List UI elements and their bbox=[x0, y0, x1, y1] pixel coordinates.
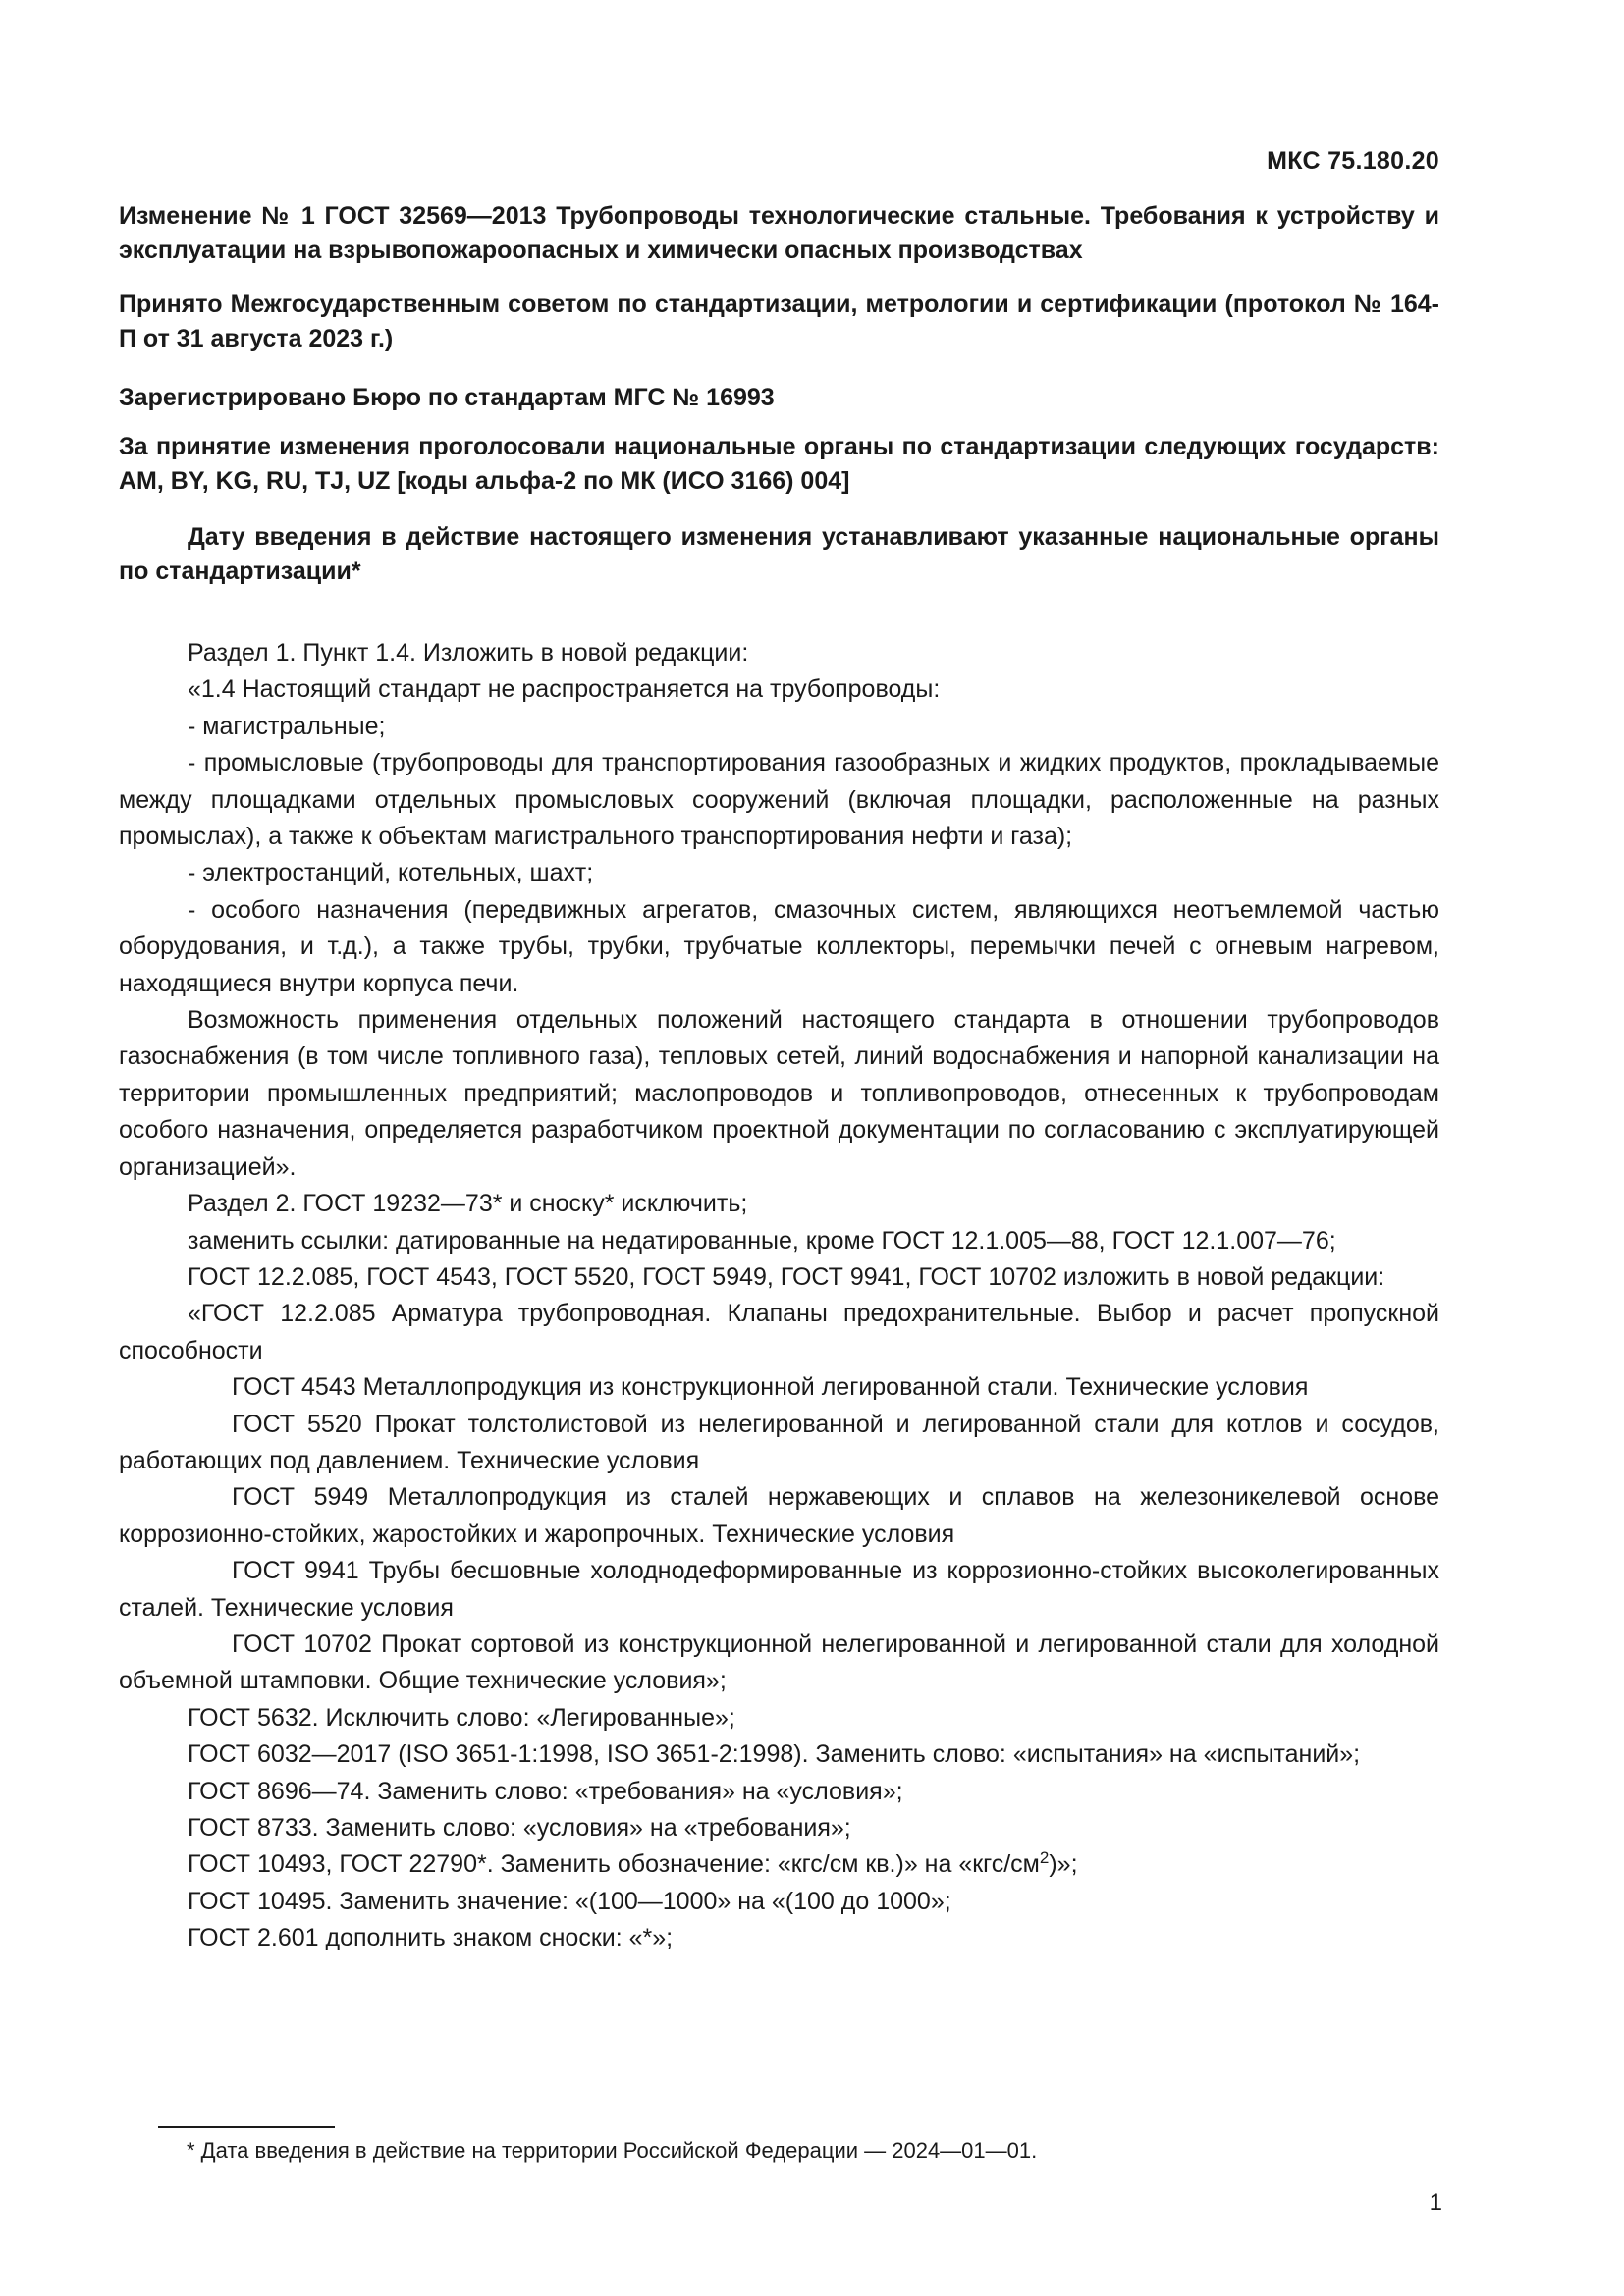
body-paragraph: ГОСТ 10495. Заменить значение: «(100—1000» на «(100 до 1000»; bbox=[188, 1887, 951, 1915]
page-number: 1 bbox=[1429, 2189, 1442, 2216]
body-paragraph: - особого назначения (передвижных агрегатов, смазочных систем, являющихся неотъемлемой частью оборудования, и т.д.), а также трубы, трубки, трубчатые коллекторы, перемычки печей с огневым нагревом, находящиеся внутри корпуса печи. bbox=[119, 895, 1439, 997]
body-paragraph: ГОСТ 5520 Прокат толстолистовой из нелегированной и легированной стали для котлов и сосудов, работающих под давлением. Технические условия bbox=[119, 1410, 1439, 1474]
amendment-body bbox=[119, 635, 1439, 1957]
body-text-run: ГОСТ 10493, ГОСТ 22790*. Заменить обозначение: «кгс/см кв.)» на «кгс/см bbox=[188, 1850, 1040, 1879]
body-paragraph: ГОСТ 5949 Металлопродукция из сталей нержавеющих и сплавов на железоникелевой основе коррозионно-стойких, жаростойких и жаропрочных. Технические условия bbox=[119, 1483, 1439, 1548]
body-paragraph: - промысловые (трубопроводы для транспортирования газообразных и жидких продуктов, прокладываемые между площадками отдельных промысловых сооружений (включая площадки, расположенные на разных промыслах), а также к объектам магистрального транспортирования нефти и газа); bbox=[119, 749, 1439, 851]
body-paragraph: ГОСТ 8696—74. Заменить слово: «требования» на «условия»; bbox=[188, 1777, 903, 1805]
adopted-by: Принято Межгосударственным советом по стандартизации, метрологии и сертификации (протокол № 164-П от 31 августа 2023 г.) bbox=[119, 291, 1439, 352]
footnote: * Дата введения в действие на территории Российской Федерации — 2024—01—01. bbox=[187, 2138, 1038, 2163]
body-text-run: )»; bbox=[1049, 1850, 1078, 1879]
body-paragraph bbox=[119, 1846, 1439, 1883]
body-paragraph: заменить ссылки: датированные на недатированные, кроме ГОСТ 12.1.005—88, ГОСТ 12.1.007—76; bbox=[188, 1226, 1336, 1255]
body-paragraph: - электростанций, котельных, шахт; bbox=[188, 859, 594, 887]
body-paragraph: ГОСТ 2.601 дополнить знаком сноски: «*»; bbox=[188, 1924, 674, 1952]
body-paragraph: «ГОСТ 12.2.085 Арматура трубопроводная. Клапаны предохранительные. Выбор и расчет пропускной способности bbox=[119, 1300, 1439, 1364]
body-paragraph: «1.4 Настоящий стандарт не распространяется на трубопроводы: bbox=[188, 675, 941, 704]
body-paragraph: Раздел 2. ГОСТ 19232—73* и сноску* исключить; bbox=[188, 1190, 748, 1218]
classification-code: МКС 75.180.20 bbox=[1267, 147, 1439, 175]
body-paragraph: Раздел 1. Пункт 1.4. Изложить в новой редакции: bbox=[188, 639, 749, 667]
superscript-two: 2 bbox=[1039, 1848, 1050, 1868]
body-paragraph: ГОСТ 4543 Металлопродукция из конструкционной легированной стали. Технические условия bbox=[232, 1373, 1309, 1402]
body-paragraph: ГОСТ 9941 Трубы бесшовные холоднодеформированные из коррозионно-стойких высоколегированных сталей. Технические условия bbox=[119, 1557, 1439, 1622]
body-paragraph: Возможность применения отдельных положений настоящего стандарта в отношении трубопроводов газоснабжения (в том числе топливного газа), тепловых сетей, линий водоснабжения и напорной канализации на территории промышленных предприятий; маслопроводов и топливопроводов, отнесенных к трубопроводам особого назначения, определяется разработчиком проектной документации по согласованию с эксплуатирующей организацией». bbox=[119, 1006, 1439, 1181]
voting-states: За принятие изменения проголосовали национальные органы по стандартизации следующих государств: AM, BY, KG, RU, TJ, UZ [коды альфа-2 по МК (ИСО 3166) 004] bbox=[119, 433, 1439, 495]
body-paragraph: ГОСТ 12.2.085, ГОСТ 4543, ГОСТ 5520, ГОСТ 5949, ГОСТ 9941, ГОСТ 10702 изложить в новой редакции: bbox=[188, 1262, 1385, 1291]
body-paragraph: ГОСТ 8733. Заменить слово: «условия» на «требования»; bbox=[188, 1814, 851, 1842]
footnote-divider bbox=[158, 2126, 335, 2128]
body-paragraph: ГОСТ 10702 Прокат сортовой из конструкционной нелегированной и легированной стали для холодной объемной штамповки. Общие технические условия»; bbox=[119, 1629, 1439, 1695]
registered-note: Зарегистрировано Бюро по стандартам МГС № 16993 bbox=[119, 384, 775, 411]
amendment-title: Изменение № 1 ГОСТ 32569—2013 Трубопроводы технологические стальные. Требования к устройству и эксплуатации на взрывопожароопасных и химически опасных производствах bbox=[119, 202, 1439, 264]
body-paragraph: - магистральные; bbox=[188, 712, 386, 740]
effective-date-note: Дату введения в действие настоящего изменения устанавливают указанные национальные органы по стандартизации* bbox=[119, 523, 1439, 585]
body-paragraph: ГОСТ 5632. Исключить слово: «Легированные»; bbox=[188, 1703, 735, 1732]
body-paragraph: ГОСТ 6032—2017 (ISO 3651-1:1998, ISO 3651-2:1998). Заменить слово: «испытания» на «испытаний»; bbox=[188, 1740, 1361, 1769]
